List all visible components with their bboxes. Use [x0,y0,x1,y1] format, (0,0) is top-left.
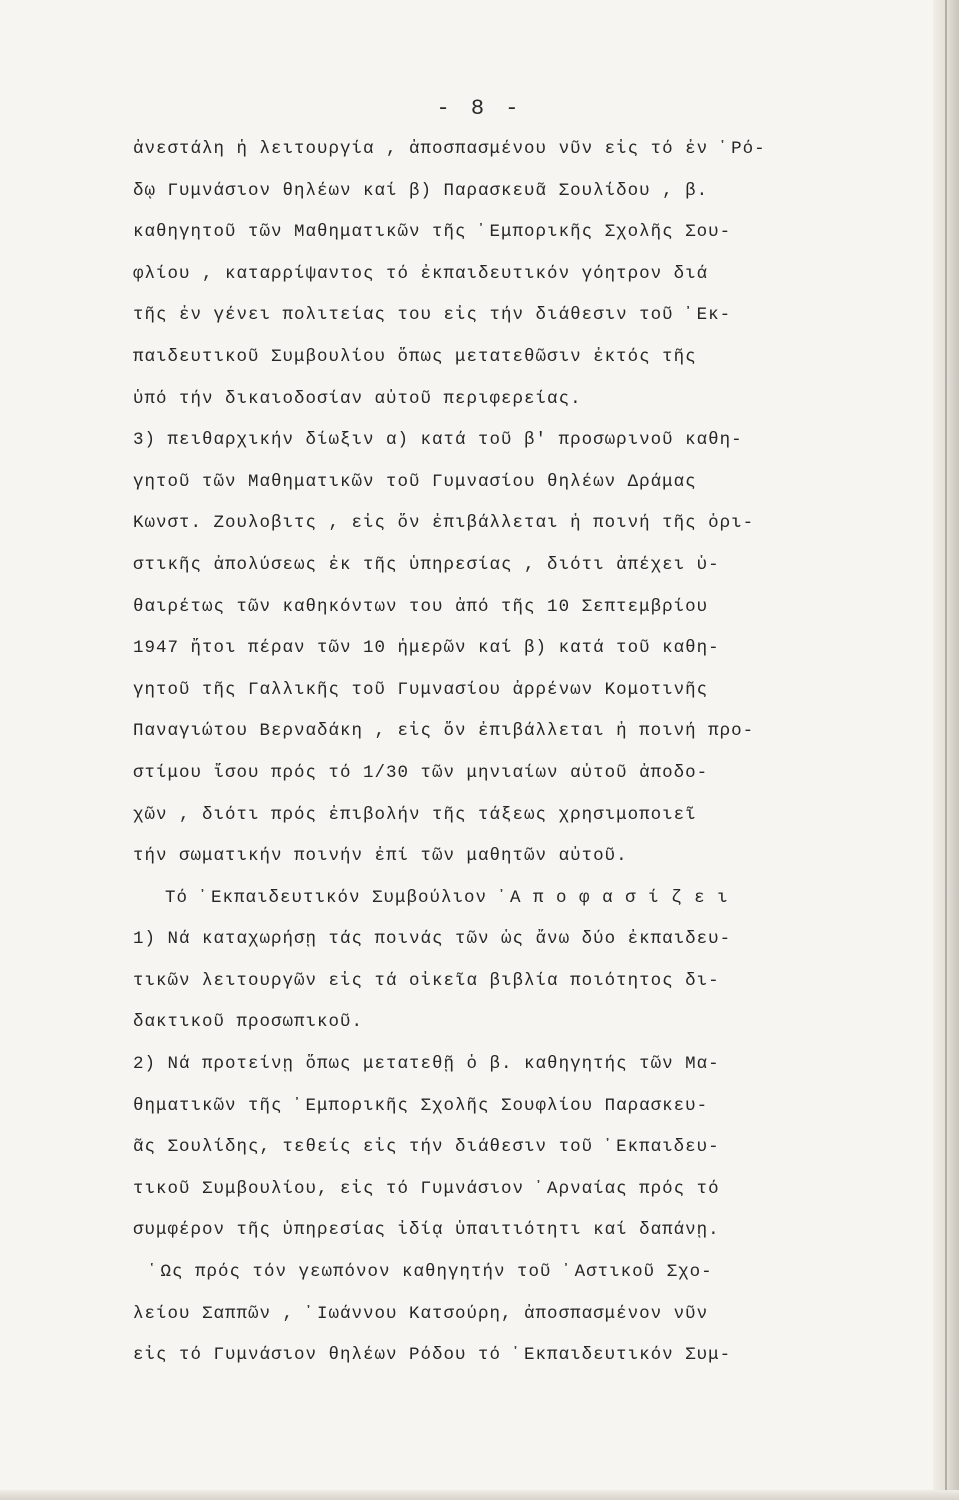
page-number: - 8 - [436,96,523,121]
text-line: τικῶν λειτουργῶν εἰς τά οἰκεῖα βιβλία ποιότητος δι- [133,970,720,991]
text-line: στίμου ἴσου πρός τό 1/30 τῶν μηνιαίων αὐτοῦ ἀποδο- [133,762,709,783]
text-line: δῳ Γυμνάσιον θηλέων καί β) Παρασκευᾶ Σουλίδου , β. [133,180,709,201]
text-line: θαιρέτως τῶν καθηκόντων του ἀπό τῆς 10 Σεπτεμβρίου [133,596,709,617]
text-line: Κωνστ. Ζουλοβιτς , εἰς ὅν ἐπιβάλλεται ἡ ποινή τῆς ὁρι- [133,513,755,534]
text-line: στικῆς ἀπολύσεως ἐκ τῆς ὑπηρεσίας , διότι ἀπέχει ὑ- [133,554,720,575]
text-line: 3) πειθαρχικήν δίωξιν α) κατά τοῦ β' προσωρινοῦ καθη- [133,430,743,451]
text-line: παιδευτικοῦ Συμβουλίου ὅπως μετατεθῶσιν ἐκτός τῆς [133,346,697,367]
text-line: δακτικοῦ προσωπικοῦ. [133,1012,364,1033]
text-line: γητοῦ τῶν Μαθηματικῶν τοῦ Γυμνασίου θηλέων Δράμας [133,471,697,492]
text-line: 2) Νά προτείνῃ ὅπως μετατεθῇ ὁ β. καθηγητής τῶν Μα- [133,1054,720,1075]
body-text [133,129,933,1377]
text-line: ᾶς Σουλίδης, τεθείς εἰς τήν διάθεσιν τοῦ ᾿Εκπαιδευ- [133,1137,720,1158]
binding-line [945,0,947,1500]
text-line: Παναγιώτου Βερναδάκη , εἰς ὅν ἐπιβάλλεται ἡ ποινή προ- [133,721,755,742]
text-line: λείου Σαππῶν , ᾿Ιωάννου Κατσούρη, ἀποσπασμένον νῦν [133,1303,709,1324]
text-line: 1) Νά καταχωρήσῃ τάς ποινάς τῶν ὡς ἄνω δύο ἐκπαιδευ- [133,929,732,950]
page-bottom-edge [0,1490,959,1500]
text-line: καθηγητοῦ τῶν Μαθηματικῶν τῆς ᾿Εμπορικῆς Σχολῆς Σου- [133,222,732,243]
text-line: χῶν , διότι πρός ἐπιβολήν τῆς τάξεως χρησιμοποιεῖ [133,804,697,825]
text-line: τικοῦ Συμβουλίου, εἰς τό Γυμνάσιον ᾿Αρναίας πρός τό [133,1178,720,1199]
text-line: γητοῦ τῆς Γαλλικῆς τοῦ Γυμνασίου ἀρρένων Κομοτινῆς [133,679,709,700]
text-line: συμφέρον τῆς ὑπηρεσίας ἰδίᾳ ὑπαιτιότητι καί δαπάνῃ. [133,1220,720,1241]
text-line: θηματικῶν τῆς ᾿Εμπορικῆς Σχολῆς Σουφλίου Παρασκευ- [133,1095,709,1116]
text-line: Τό ᾿Εκπαιδευτικόν Συμβούλιον ᾿Α π ο φ α σ ί ζ ε ι [165,887,729,908]
text-line: φλίου , καταρρίψαντος τό ἐκπαιδευτικόν γόητρον διά [133,263,709,284]
text-line: εἰς τό Γυμνάσιον θηλέων Ρόδου τό ᾿Εκπαιδευτικόν Συμ- [133,1345,732,1366]
text-line: τῆς ἐν γένει πολιτείας του εἰς τήν διάθεσιν τοῦ ᾿Εκ- [133,305,732,326]
text-line: ὑπό τήν δικαιοδοσίαν αὐτοῦ περιφερείας. [133,388,582,409]
text-line: τήν σωματικήν ποινήν ἐπί τῶν μαθητῶν αὐτοῦ. [133,846,628,867]
text-line: ἀνεστάλη ἡ λειτουργία , ἀποσπασμένου νῦν εἰς τό ἐν ῾Ρό- [133,139,766,159]
text-line: 1947 ἤτοι πέραν τῶν 10 ἡμερῶν καί β) κατά τοῦ καθη- [133,638,720,659]
text-line: ῾Ως πρός τόν γεωπόνον καθηγητήν τοῦ ᾿Αστικοῦ Σχο- [149,1262,713,1283]
